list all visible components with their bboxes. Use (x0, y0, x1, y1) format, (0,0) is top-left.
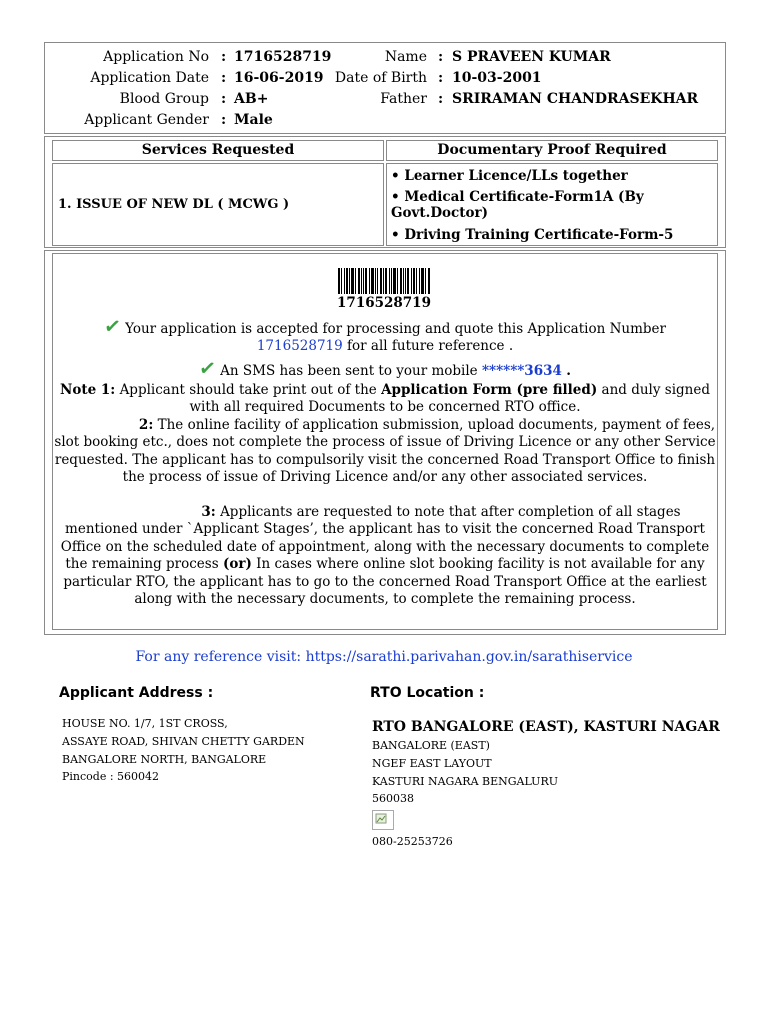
documentary-proof-label: Documentary Proof Required (437, 142, 667, 158)
document-item: • Driving Training Certificate-Form-5 (391, 227, 674, 243)
blood-value: AB+ (234, 91, 269, 107)
colon: : (438, 49, 444, 65)
name-value: S PRAVEEN KUMAR (452, 49, 611, 65)
broken-image-icon (372, 810, 394, 830)
address-line: HOUSE NO. 1/7, 1ST CROSS, (62, 717, 228, 730)
note-1-text-b: and duly signed with all required Documents to be concerned RTO office. (189, 382, 710, 416)
documents-cell (386, 163, 718, 246)
applicant-info (46, 44, 724, 132)
name-label: Name (384, 49, 427, 65)
sms-text: An SMS has been sent to your mobile (220, 363, 478, 379)
reference-link[interactable]: For any reference visit: https://sarathi.parivahan.gov.in/sarathiservice (135, 649, 633, 665)
check-icon: ✓ (197, 354, 218, 382)
gender-label: Applicant Gender (84, 112, 209, 128)
app-date-value: 16-06-2019 (234, 70, 324, 86)
dob-value: 10-03-2001 (452, 70, 542, 86)
gender-value: Male (234, 112, 273, 128)
app-no-value: 1716528719 (234, 49, 332, 65)
blood-label: Blood Group (119, 91, 209, 107)
father-label: Father (380, 91, 427, 107)
colon: : (438, 91, 444, 107)
note-3-label: 3: (201, 504, 216, 520)
check-icon: ✓ (102, 312, 123, 340)
mobile-number: ******3634 (481, 363, 562, 379)
note-1 (58, 382, 712, 417)
colon: : (221, 49, 227, 65)
services-requested-header (52, 140, 384, 161)
documentary-proof-header (386, 140, 718, 161)
address-line: Pincode : 560042 (62, 770, 160, 784)
barcode-number: 1716528719 (337, 295, 431, 311)
service-cell (52, 163, 384, 246)
note-1-bold: Application Form (pre filled) (381, 382, 598, 398)
colon: : (221, 70, 227, 86)
colon: : (438, 70, 444, 86)
father-value: SRIRAMAN CHANDRASEKHAR (452, 91, 699, 107)
rto-phone: 080-25253726 (372, 835, 453, 848)
document-item: • Learner Licence/LLs together (391, 168, 628, 184)
application-number-link[interactable]: 1716528719 (256, 338, 343, 355)
service-item: 1. ISSUE OF NEW DL ( MCWG ) (58, 197, 290, 212)
sms-message (54, 354, 716, 382)
rto-address (372, 737, 558, 808)
note-1-text-a: Applicant should take print out of the (119, 382, 377, 398)
note-3-text-a: Applicants are requested to note that after completion of all stages mentioned under `Applicant Stages’, the applicant has to visit the concerned Road Transport Office on the scheduled date of appointment, along with the necessary documents to complete the remaining process (60, 504, 710, 573)
note-2-label: 2: (138, 417, 154, 433)
barcode-image (338, 268, 430, 294)
note-3-or: (or) (222, 556, 252, 573)
rto-address-line: BANGALORE (EAST) (372, 739, 490, 752)
applicant-address (62, 715, 305, 786)
colon: : (221, 112, 227, 128)
rto-name: RTO BANGALORE (EAST), KASTURI NAGAR (372, 719, 720, 735)
image-placeholder-icon (373, 811, 393, 829)
note-2 (54, 417, 716, 487)
note-3-text-b: In cases where online slot booking facility is not available for any particular RTO, the applicant has to go to the concerned Road Transport Office at the earliest along with the necessary documents, to complete the remaining process. (63, 556, 707, 608)
colon: : (221, 91, 227, 107)
note-2-text: The online facility of application submission, upload documents, payment of fees, slot booking etc., does not complete the process of issue of Driving Licence or any other Service requested. The applicant has to compulsorily visit the concerned Road Transport Office to finish the process of issue of Driving Licence and/or any other associated services. (54, 417, 716, 486)
app-date-label: Application Date (90, 70, 209, 86)
address-line: ASSAYE ROAD, SHIVAN CHETTY GARDEN (62, 734, 305, 748)
rto-address-line: 560038 (372, 792, 414, 806)
rto-address-line: KASTURI NAGARA BENGALURU (372, 774, 559, 788)
accepted-text: Your application is accepted for processing and quote this Application Number (125, 321, 666, 337)
rto-location-heading: RTO Location : (370, 685, 485, 701)
app-no-label: Application No (103, 49, 209, 65)
sms-period: . (566, 363, 571, 379)
document-item: • Medical Certificate-Form1A (By Govt.Doctor) (391, 189, 644, 221)
accepted-message (54, 312, 716, 356)
services-requested-label: Services Requested (141, 142, 295, 158)
address-line: BANGALORE NORTH, BANGALORE (62, 752, 267, 766)
dob-label: Date of Birth (334, 70, 427, 86)
applicant-address-heading: Applicant Address : (59, 685, 214, 701)
rto-address-line: NGEF EAST LAYOUT (372, 756, 492, 770)
note-1-label: Note 1: (60, 382, 116, 398)
note-3 (54, 504, 716, 608)
future-reference-text: for all future reference . (347, 338, 514, 355)
